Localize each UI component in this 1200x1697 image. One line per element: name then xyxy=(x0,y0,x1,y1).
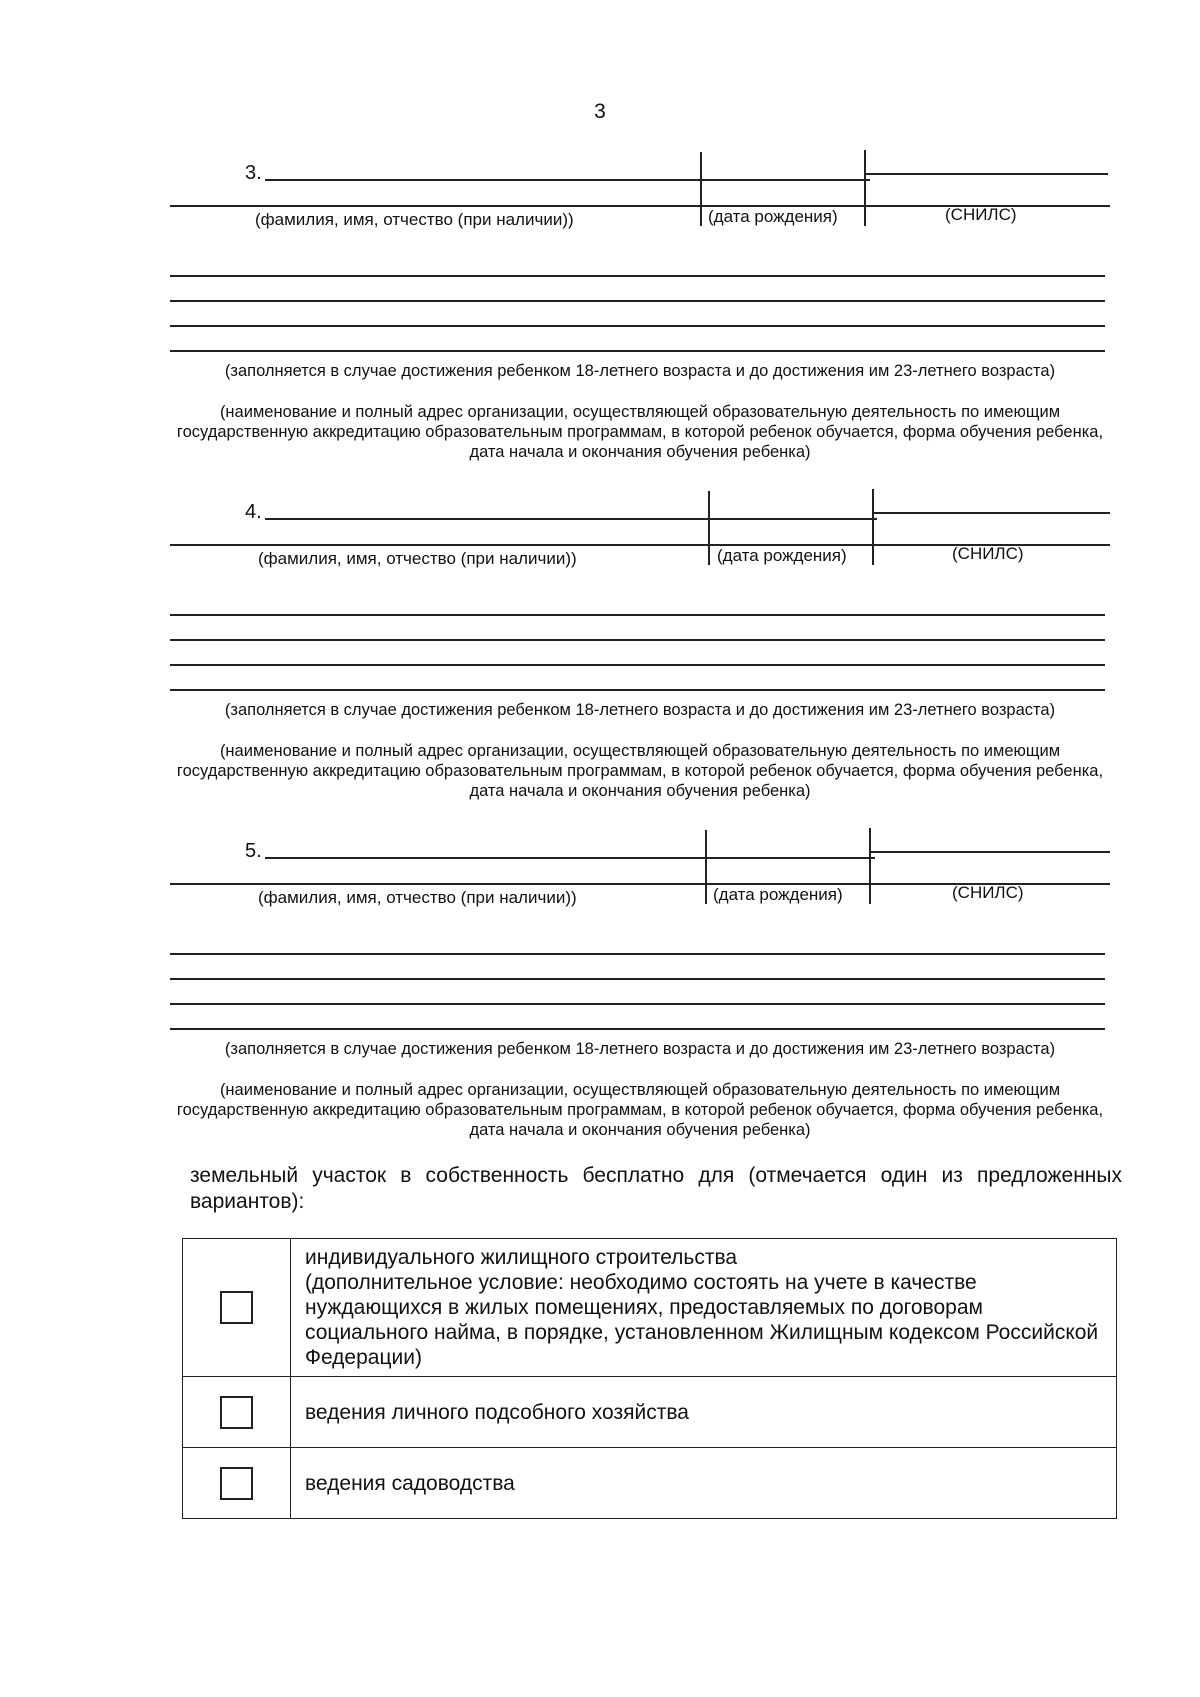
name-fill-line[interactable] xyxy=(265,518,877,520)
caption-fullname: (фамилия, имя, отчество (при наличии)) xyxy=(255,210,574,229)
education-fill-line-1[interactable] xyxy=(170,275,1105,277)
education-fill-line-4[interactable] xyxy=(170,689,1105,691)
purpose-options-table xyxy=(182,1238,1117,1519)
option-title: индивидуального жилищного строительства xyxy=(305,1246,738,1269)
caption-snils: (СНИЛС) xyxy=(952,544,1024,563)
checkbox-subsidiary-farm[interactable] xyxy=(220,1396,253,1429)
option-row-subsidiary-farm xyxy=(183,1377,1117,1448)
snils-divider xyxy=(869,828,871,904)
option-title: ведения личного подсобного хозяйства xyxy=(305,1400,689,1424)
education-fill-line-3[interactable] xyxy=(170,325,1105,327)
option-row-housing xyxy=(183,1239,1117,1377)
caption-snils: (СНИЛС) xyxy=(952,883,1024,902)
name-fill-line[interactable] xyxy=(265,857,875,859)
child-number: 3. xyxy=(245,162,262,184)
child-entry-5 xyxy=(170,838,1110,1158)
caption-birthdate: (дата рождения) xyxy=(713,885,843,904)
snils-divider xyxy=(872,489,874,565)
snils-divider xyxy=(864,150,866,226)
page-number: 3 xyxy=(594,100,606,123)
caption-birthdate: (дата рождения) xyxy=(708,207,838,226)
option-title: ведения садоводства xyxy=(305,1471,515,1495)
note-age-condition: (заполняется в случае достижения ребенком 18-летнего возраста и до достижения им 23-летнего возраста) xyxy=(224,701,1056,719)
education-fill-line-1[interactable] xyxy=(170,614,1105,616)
caption-birthdate: (дата рождения) xyxy=(717,546,847,565)
child-entry-3 xyxy=(170,160,1110,480)
caption-fullname: (фамилия, имя, отчество (при наличии)) xyxy=(258,888,577,907)
education-fill-line-2[interactable] xyxy=(170,639,1105,641)
name-fill-line[interactable] xyxy=(265,179,870,181)
education-fill-line-4[interactable] xyxy=(170,350,1105,352)
snils-fill-line[interactable] xyxy=(871,851,1110,853)
education-fill-line-2[interactable] xyxy=(170,978,1105,980)
birthdate-divider xyxy=(705,830,707,904)
education-fill-line-3[interactable] xyxy=(170,664,1105,666)
education-fill-line-1[interactable] xyxy=(170,953,1105,955)
checkbox-gardening[interactable] xyxy=(220,1467,253,1500)
checkbox-housing[interactable] xyxy=(220,1291,253,1324)
child-number: 5. xyxy=(245,840,262,862)
child-number: 4. xyxy=(245,501,262,523)
option-detail: (дополнительное условие: необходимо состоять на учете в качестве нуждающихся в жилых помещениях, предоставляемых по договорам социального найма, в порядке, установленном Жилищным кодексом Российской Федерации) xyxy=(305,1271,1099,1369)
option-row-gardening xyxy=(183,1448,1117,1519)
snils-fill-line[interactable] xyxy=(866,173,1108,175)
note-education-org: (наименование и полный адрес организации, осуществляющей образовательную деятельность по имеющим государственную аккредитацию образовательным программам, в которой ребенок обучается, форма обучения ребенка, дата начала и окончания обучения ребенка) xyxy=(176,403,1104,461)
note-age-condition: (заполняется в случае достижения ребенком 18-летнего возраста и до достижения им 23-летнего возраста) xyxy=(224,362,1056,380)
caption-fullname: (фамилия, имя, отчество (при наличии)) xyxy=(258,549,577,568)
education-fill-line-4[interactable] xyxy=(170,1028,1105,1030)
birthdate-divider xyxy=(708,491,710,565)
snils-fill-line[interactable] xyxy=(874,512,1110,514)
education-fill-line-3[interactable] xyxy=(170,1003,1105,1005)
note-education-org: (наименование и полный адрес организации, осуществляющей образовательную деятельность по имеющим государственную аккредитацию образовательным программам, в которой ребенок обучается, форма обучения ребенка, дата начала и окончания обучения ребенка) xyxy=(176,1081,1104,1139)
education-fill-line-2[interactable] xyxy=(170,300,1105,302)
note-age-condition: (заполняется в случае достижения ребенком 18-летнего возраста и до достижения им 23-летнего возраста) xyxy=(224,1040,1056,1058)
birthdate-divider xyxy=(700,152,702,226)
caption-snils: (СНИЛС) xyxy=(945,205,1017,224)
child-entry-4 xyxy=(170,499,1110,819)
note-education-org: (наименование и полный адрес организации, осуществляющей образовательную деятельность по имеющим государственную аккредитацию образовательным программам, в которой ребенок обучается, форма обучения ребенка, дата начала и окончания обучения ребенка) xyxy=(176,742,1104,800)
land-plot-intro: земельный участок в собственность бесплатно для (отмечается один из предложенных вариантов): xyxy=(190,1164,1122,1213)
